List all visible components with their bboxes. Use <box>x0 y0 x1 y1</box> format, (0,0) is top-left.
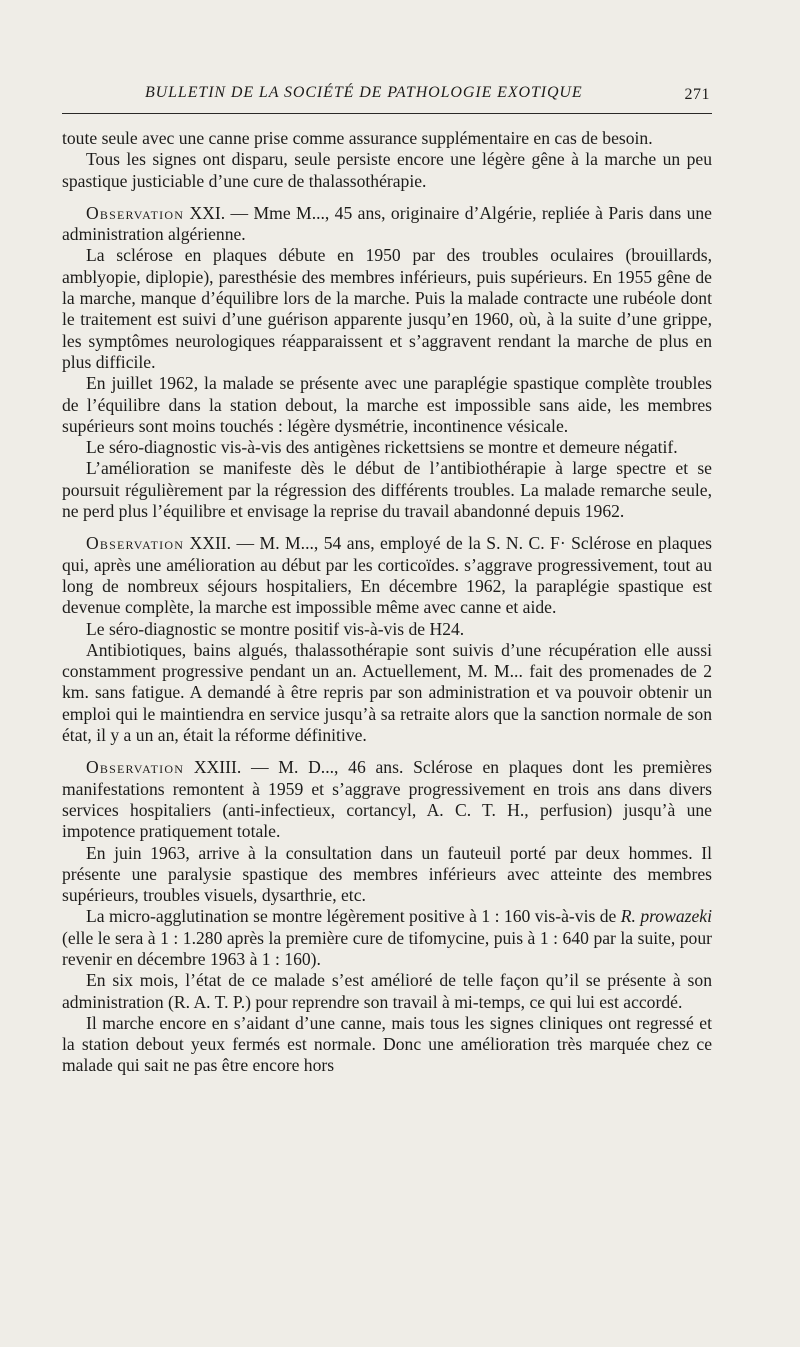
paragraph: En juillet 1962, la malade se présente avec une paraplégie spastique complète troubles de l’équilibre dans la station debout, la marche est impossible sans aide, les membres supérieurs sont moins touchés : légère dysmétrie, incontinence vésicale. <box>62 373 712 436</box>
paragraph-text: (elle le sera à 1 : 1.280 après la première cure de tifomycine, puis à 1 : 640 par la suite, pour revenir en décembre 1963 à 1 : 160). <box>62 927 712 969</box>
paragraph <box>62 906 712 970</box>
observation-23-heading <box>62 757 712 842</box>
paragraph: toute seule avec une canne prise comme assurance supplémentaire en cas de besoin. <box>62 128 653 148</box>
running-head <box>62 84 712 110</box>
species-name: R. prowazeki <box>620 906 712 927</box>
paragraph-text: La micro-agglutination se montre légèrement positive à 1 : 160 vis-à-vis de <box>86 906 621 927</box>
paragraph: En six mois, l’état de ce malade s’est amélioré de telle façon qu’il se présente à son administration (R. A. T. P.) pour reprendre son travail à mi-temps, ce qui lui est accordé. <box>62 970 712 1012</box>
paragraph: En juin 1963, arrive à la consultation dans un fauteuil porté par deux hommes. Il présente une paralysie spastique des membres inférieurs avec atteinte des membres supérieurs, troubles visuels, dysarthrie, etc. <box>62 842 712 906</box>
observation-22-heading <box>62 533 712 618</box>
observation-lead: XXII. — M. M..., 54 ans, employé de la S. N. C. F· Sclérose en plaques qui, après une amélioration au début par les corticoïdes. s’aggrave progressivement, tout au long de nombreux séjours hospitaliers, En décembre 1962, la paraplégie spastique est devenue complète, la marche est impossible même avec canne et aide. <box>62 533 712 618</box>
body-text <box>62 128 712 1077</box>
header-rule <box>62 113 712 114</box>
page-number: 271 <box>684 86 710 103</box>
paragraph: Le séro-diagnostic vis-à-vis des antigènes rickettsiens se montre et demeure négatif. <box>86 437 678 458</box>
observation-21-heading <box>62 203 712 246</box>
paragraph: Antibiotiques, bains algués, thalassothérapie sont suivis d’une récupération elle aussi constamment progressive pendant un an. Actuellement, M. M... fait des promenades de 2 km. sans fatigue. A demandé à être repris par son administration et va pouvoir obtenir un emploi qui le maintiendra en service jusqu’à sa retraite alors que la sanction normale de son état, il y a un an, était la réforme définitive. <box>62 639 712 746</box>
observation-label: Observation <box>86 533 185 554</box>
observation-label: Observation <box>86 202 185 223</box>
observation-lead: XXI. — Mme M..., 45 ans, originaire d’Algérie, repliée à Paris dans une administration algérienne. <box>62 202 712 245</box>
paragraph: Tous les signes ont disparu, seule persiste encore une légère gêne à la marche un peu spastique justiciable d’une cure de thalassothérapie. <box>62 149 712 191</box>
paragraph: L’amélioration se manifeste dès le début de l’antibiothérapie à large spectre et se poursuit régulièrement par la régression des différents troubles. La malade remarche seule, ne perd plus l’équilibre et envisage la reprise du travail abandonné depuis 1962. <box>62 458 712 522</box>
paragraph: La sclérose en plaques débute en 1950 par des troubles oculaires (brouillards, amblyopie, diplopie), paresthésie des membres inférieurs, puis supérieurs. En 1955 gêne de la marche, manque d’équilibre lors de la marche. Puis la malade contracte une rubéole dont le traitement est suivi d’une guérison apparente jusqu’en 1960, où, à la suite d’une grippe, les symptômes neurologiques réapparaissent et s’aggravent rendant la marche de plus en plus difficile. <box>62 245 712 372</box>
running-title: BULLETIN DE LA SOCIÉTÉ DE PATHOLOGIE EXOTIQUE <box>145 84 583 101</box>
paragraph: Le séro-diagnostic se montre positif vis-à-vis de H24. <box>86 618 465 639</box>
observation-label: Observation <box>86 757 185 778</box>
observation-lead: XXIII. — M. D..., 46 ans. Sclérose en plaques dont les premières manifestations remontent à 1959 et s’aggrave progressivement en trois ans dans divers services hospitaliers (anti-infectieux, cortancyl, A. C. T. H., perfusion) jusqu’à une impotence pratiquement totale. <box>62 757 712 842</box>
paragraph: Il marche encore en s’aidant d’une canne, mais tous les signes cliniques ont regressé et la station debout yeux fermés est normale. Donc une amélioration très marquée chez ce malade qui sait ne pas être encore hors <box>62 1012 712 1076</box>
